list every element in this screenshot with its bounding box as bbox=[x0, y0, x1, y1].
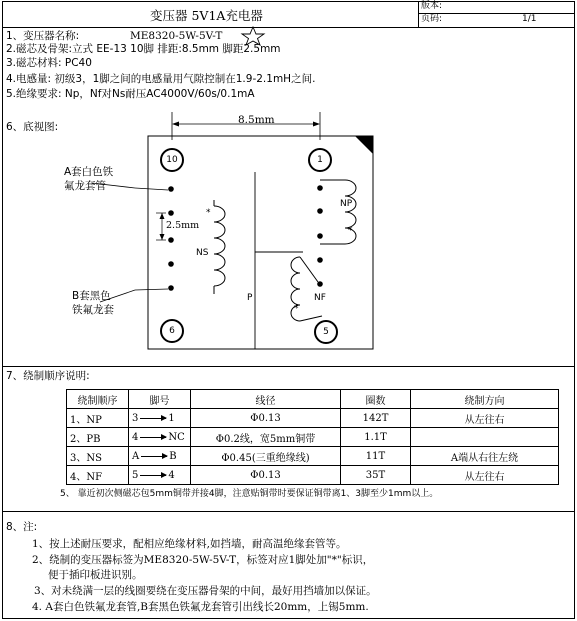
notes-heading: 8、注: bbox=[6, 521, 38, 533]
row-wire: Φ0.45(三重绝缘线) bbox=[191, 447, 341, 466]
row-direction: 从左往右 bbox=[411, 466, 559, 485]
row-seq: 1、NP bbox=[67, 409, 129, 428]
arrow-right-icon bbox=[140, 418, 166, 419]
winding-table bbox=[66, 389, 559, 485]
polarity-star-ns: * bbox=[206, 208, 211, 218]
row-seq: 3、NS bbox=[67, 447, 129, 466]
pin-1: 1 bbox=[317, 155, 323, 165]
row-pins bbox=[129, 409, 191, 428]
row-turns: 142T bbox=[341, 409, 411, 428]
col-seq: 绕制顺序 bbox=[67, 390, 129, 409]
dim-2-5mm: 2.5mm bbox=[166, 220, 200, 231]
note-3: 3、对未绕满一层的线圈要绕在变压器骨架的中间，最好用挡墙加以保证。 bbox=[34, 585, 377, 597]
winding-ns-label: NS bbox=[196, 248, 209, 258]
col-direction: 绕制方向 bbox=[411, 390, 559, 409]
label-b-line2: 铁氟龙套 bbox=[72, 304, 114, 316]
row-pins bbox=[129, 447, 191, 466]
section8-divider bbox=[2, 511, 575, 512]
note-4: 4. A套白色铁氟龙套管,B套黑色铁氟龙套管引出线长20mm，上锡5mm. bbox=[32, 601, 369, 613]
pin-to: 4 bbox=[168, 469, 175, 481]
pin-to: 1 bbox=[168, 412, 175, 424]
col-pin: 脚号 bbox=[129, 390, 191, 409]
row-seq: 4、NF bbox=[67, 466, 129, 485]
pin-from: 5 bbox=[132, 469, 139, 481]
winding-np-label: NP bbox=[340, 199, 353, 209]
col-turns: 圈数 bbox=[341, 390, 411, 409]
page-title: 变压器 5V1A充电器 bbox=[150, 8, 263, 23]
winding-note-5: 5、 靠近初次侧磁芯包5mm铜带并接4脚，注意贴铜带时要保证铜带离1、3脚至少1mm以上。 bbox=[60, 489, 439, 499]
label-a-line2: 氟龙套管 bbox=[64, 180, 106, 192]
dim-8-5mm: 8.5mm bbox=[238, 114, 275, 126]
spec-insulation: 5.绝缘要求: Np，Nf对Ns耐压AC4000V/60s/0.1mA bbox=[6, 88, 255, 100]
note-2b: 便于插印板进识别。 bbox=[48, 569, 143, 581]
arrow-right-icon bbox=[140, 437, 166, 438]
table-row bbox=[67, 447, 559, 466]
row-wire: Φ0.13 bbox=[191, 409, 341, 428]
section7-divider bbox=[2, 366, 575, 367]
bottom-view-heading: 6、底视图: bbox=[6, 121, 59, 133]
spec-name-prefix: 1、变压器名称: bbox=[6, 30, 80, 42]
col-wire: 线径 bbox=[191, 390, 341, 409]
pin-from: 3 bbox=[132, 412, 139, 424]
arrow-right-icon bbox=[140, 475, 166, 476]
winding-heading: 7、绕制顺序说明: bbox=[6, 370, 90, 382]
page-label: 页码: bbox=[421, 14, 443, 24]
spec-name-value: ME8320-5W-5V-T bbox=[130, 30, 223, 42]
row-direction: A端从右往左绕 bbox=[411, 447, 559, 466]
pin-10: 10 bbox=[166, 155, 178, 165]
row-turns: 1.1T bbox=[341, 428, 411, 447]
row-direction bbox=[411, 428, 559, 447]
pin-from: A bbox=[132, 450, 140, 462]
note-2a: 2、绕制的变压器标签为ME8320-5W-5V-T，标签对应1脚处加"*"标识， bbox=[32, 554, 374, 566]
version-label: 版本: bbox=[421, 1, 443, 11]
spec-material: 3.磁芯材料: PC40 bbox=[6, 57, 92, 69]
row-pins bbox=[129, 428, 191, 447]
note-1: 1、按上述耐压要求，配相应绝缘材料,如挡墙，耐高温绝缘套管等。 bbox=[32, 538, 347, 550]
table-header-row bbox=[67, 390, 559, 409]
pin-5: 5 bbox=[323, 327, 329, 337]
table-row bbox=[67, 428, 559, 447]
polarity-star-np: * bbox=[348, 226, 353, 236]
spec-inductance: 4.电感量: 初级3，1脚之间的电感量用气隙控制在1.9-2.1mH之间. bbox=[6, 73, 316, 85]
pin-from: 4 bbox=[132, 431, 139, 443]
winding-nf-label: NF bbox=[314, 293, 326, 303]
row-pins bbox=[129, 466, 191, 485]
winding-p-label: P bbox=[247, 293, 253, 303]
pin-to: B bbox=[169, 450, 177, 462]
label-a-line1: A套白色铁 bbox=[64, 166, 114, 178]
table-row bbox=[67, 409, 559, 428]
row-seq: 2、PB bbox=[67, 428, 129, 447]
pin-to: NC bbox=[168, 431, 185, 443]
spec-core: 2.磁芯及骨架:立式 EE-13 10脚 排距:8.5mm 脚距2.5mm bbox=[6, 43, 281, 55]
row-turns: 35T bbox=[341, 466, 411, 485]
row-direction: 从左往右 bbox=[411, 409, 559, 428]
row-turns: 11T bbox=[341, 447, 411, 466]
polarity-star-p: * bbox=[294, 304, 299, 314]
label-b-line1: B套黑色 bbox=[72, 290, 111, 302]
arrow-right-icon bbox=[141, 456, 167, 457]
row-wire: Φ0.2线，宽5mm铜带 bbox=[191, 428, 341, 447]
pin-6: 6 bbox=[169, 326, 175, 336]
row-wire: Φ0.13 bbox=[191, 466, 341, 485]
table-row bbox=[67, 466, 559, 485]
page-value: 1/1 bbox=[522, 14, 537, 24]
